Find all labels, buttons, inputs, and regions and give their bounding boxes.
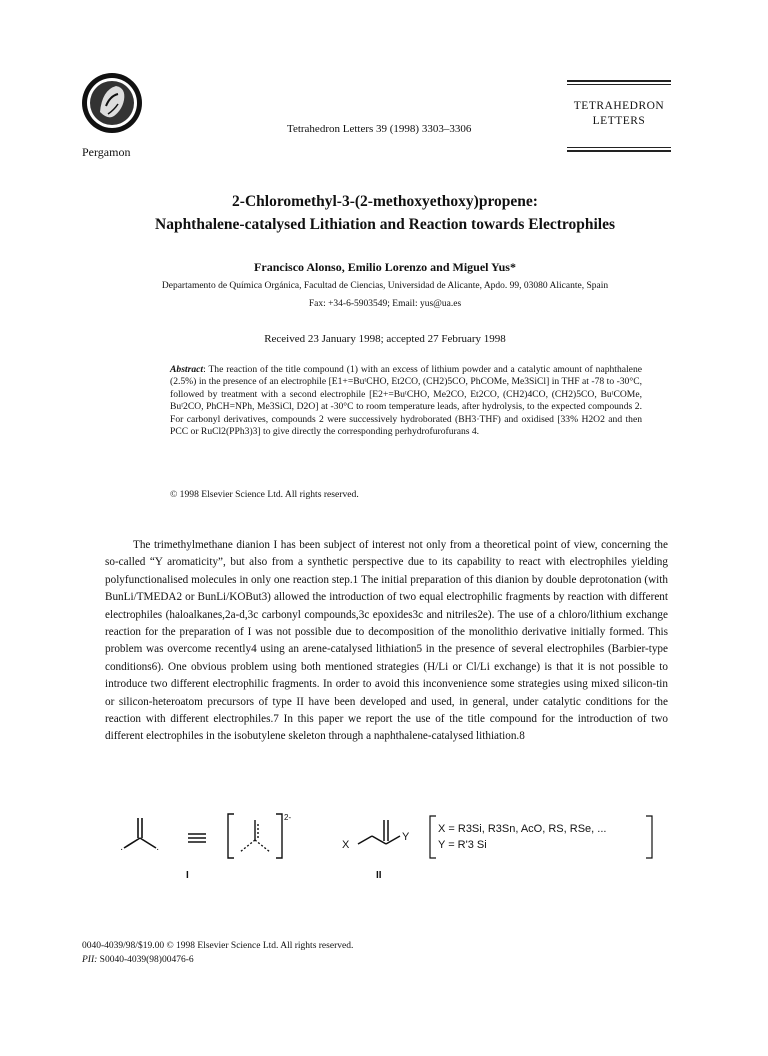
masthead-rule [567, 150, 671, 152]
footer-copyright: 0040-4039/98/$19.00 © 1998 Elsevier Science Ltd. All rights reserved. [82, 941, 354, 951]
masthead-rule [567, 84, 671, 85]
contact-info: Fax: +34-6-5903549; Email: yus@ua.es [308, 299, 462, 309]
title-line-2: Naphthalene-catalysed Lithiation and Reaction towards Electrophiles [155, 216, 615, 233]
journal-citation: Tetrahedron Letters 39 (1998) 3303–3306 [287, 123, 472, 135]
definition-line-1: X = R3Si, R3Sn, AcO, RS, RSe, ... [438, 823, 607, 835]
masthead-rule [567, 147, 671, 148]
y-substituent: Y [402, 831, 410, 843]
footer-pii [82, 955, 194, 965]
journal-name-line2: LETTERS [592, 115, 646, 127]
svg-text:·: · [120, 844, 124, 855]
definition-line-2: Y = R'3 Si [438, 839, 487, 851]
pii-value: S0040-4039(98)00476-6 [99, 955, 194, 965]
article-title [80, 190, 690, 236]
charge-label: 2- [284, 813, 292, 822]
structure-I-skeletal [124, 818, 156, 848]
svg-text:·: · [156, 844, 160, 855]
publisher-logo [80, 70, 144, 146]
x-substituent: X [342, 839, 350, 851]
dianion-bracket [228, 814, 282, 858]
body-paragraph: The trimethylmethane dianion I has been subject of interest not only from a theoretical point of view, concerning the so-called “Y aromaticity”, but also from a synthetic perspective due to its capability to react with electrophiles yielding polyfunctionalised molecules in only one reaction step.1 The initial preparation of this dianion by double deprotonation (with BunLi/TMEDA2 or BunLi/KOBut3) allowed the introduction of two equal electrophilic fragments by reaction with different electrophiles (haloalkanes,2a-d,3c carbonyl compounds,3c epoxides3c and nitriles2e). The use of a chloro/lithium exchange reaction for the preparation of I was not possible due to decomposition of the monolithio derivative initially formed. This problem was overcome recently4 using an arene-catalysed lithiation5 in the presence of several electrophiles (Barbier-type conditions6). One obvious problem using both mentioned strategies (H/Li or Cl/Li exchange) is that it is not possible to introduce two different electrophilic fragments. In order to avoid this inconvenience some strategies using mixed silicon-tin or silicon-heteroatom precursors of type II have been developed and used, in general, under catalytic conditions for the reaction with different electrophiles.7 In this paper we report the use of the title compound for the introduction of two different electrophiles in the isobutylene skeleton through a naphthalene-catalysed lithiation.8 [105, 539, 668, 743]
structure-II-skeletal [358, 820, 400, 844]
journal-name-line1: TETRAHEDRON [573, 100, 665, 112]
abstract-copyright: © 1998 Elsevier Science Ltd. All rights reserved. [170, 489, 359, 500]
chemical-scheme [100, 808, 680, 880]
label-II: II [376, 870, 382, 880]
title-line-1: 2-Chloromethyl-3-(2-methoxyethoxy)propene: [232, 193, 538, 210]
abstract-label: Abstract [170, 364, 204, 375]
abstract-text: : The reaction of the title compound (1) with an excess of lithium powder and a catalytic amount of naphthalene (2.5%) in the presence of an electrophile [E1+=BuᵗCHO, Et2CO, (CH2)5CO, PhCOMe, Me3SiCl] in THF at -78 to -30°C, followed by treatment with a second electrophile [E2+=BuᵗCHO, Me2CO, Et2CO, (CH2)4CO, (CH2)5CO, BuᵗCOMe, Buᵗ2CO, PhCH=NPh, Me3SiCl, D2O] at -30°C to room temperature leads, after hydrolysis, to the expected compounds 2. For carbonyl derivatives, compounds 2 were successively hydroborated (BH3·THF) and oxidised [33% H2O2 and then PCC or RuCl2(PPh3)3] to give directly the corresponding perhydrofurofurans 4. [170, 364, 642, 438]
label-I: I [186, 870, 189, 880]
journal-masthead [567, 80, 671, 154]
pii-label: PII: [82, 955, 98, 965]
received-dates: Received 23 January 1998; accepted 27 February 1998 [264, 333, 506, 345]
authors: Francisco Alonso, Emilio Lorenzo and Miguel Yus* [254, 260, 516, 274]
equivalence-sign [188, 834, 206, 842]
abstract [170, 364, 642, 438]
masthead-rule [567, 80, 671, 82]
publisher-name: Pergamon [82, 145, 131, 159]
affiliation: Departamento de Química Orgánica, Facultad de Ciencias, Universidad de Alicante, Apdo. 99, 03080 Alicante, Spain [161, 281, 609, 291]
